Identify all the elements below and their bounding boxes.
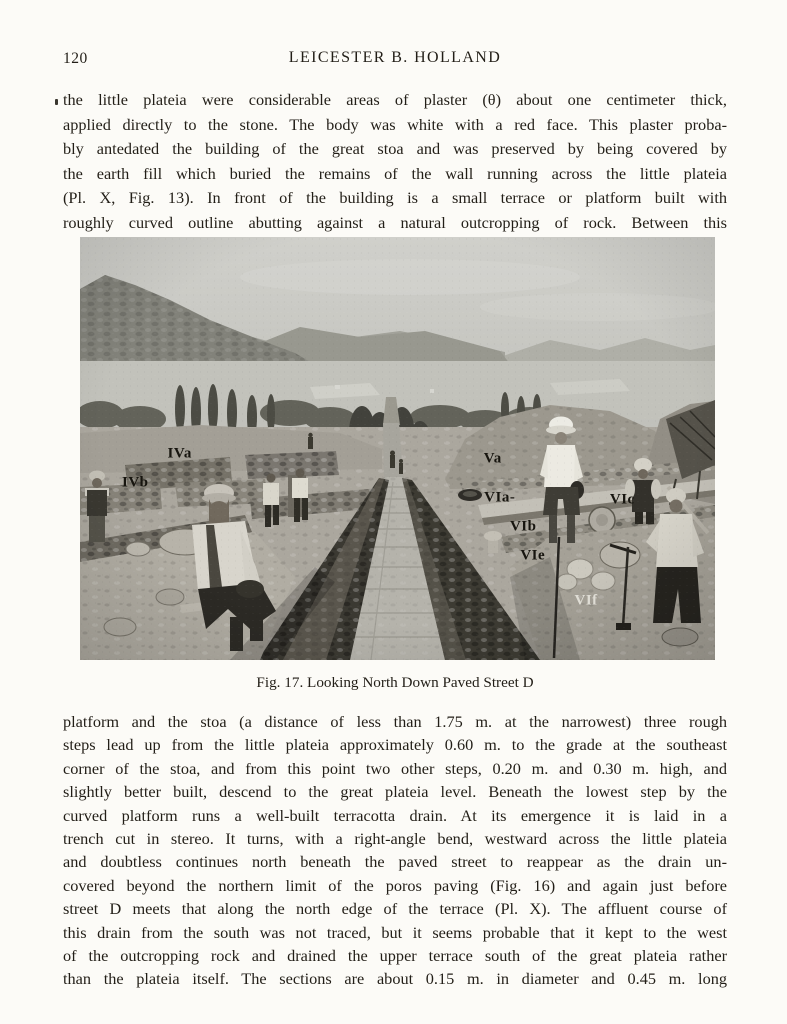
paragraph-line: corner of the stoa, and from this point two other steps, 0.20 m. and 0.30 m. high, and [63,758,727,778]
paragraph-line: slightly better built, descend to the great plateia level. Beneath the lowest step by the [63,782,727,802]
photo-label-ivb: IVb [121,474,149,491]
print-speck [55,99,58,105]
paragraph-line: street D meets that along the north edge of the terrace (Pl. X). The affluent course of [63,899,727,919]
photo-label-vie: VIe [520,547,546,564]
paragraph-line: trench cut in stereo. It turns, with a right-angle bend, westward across the little plateia [63,829,727,849]
running-head: LEICESTER B. HOLLAND [288,49,502,66]
paragraph-line: this drain from the south was not traced, but it seems probable that it kept to the west [63,922,727,942]
page-number: 120 [63,50,88,67]
paragraph-line: the little plateia were considerable areas of plaster (θ) about one centimeter thick, [63,90,727,109]
paragraph-line: of the outcropping rock and drained the upper terrace south of the great plateia rather [63,946,727,966]
photo-label-vic: VIc [609,491,635,508]
photo-label-va: Va [483,450,502,467]
paragraph-top [63,88,727,236]
photo-label-vif: VIf [574,592,598,609]
paragraph-line: the earth fill which buried the remains of the wall running across the little plateia [63,163,727,183]
paragraph-line: platform and the stoa (a distance of less than 1.75 m. at the narrowest) three rough [63,712,727,731]
photo-label-iva: IVa [167,445,192,462]
paragraph-line: steps lead up from the little plateia approximately 0.60 m. to the grade at the southeast [63,735,727,755]
paragraph-line: curved platform runs a well-built terracotta drain. At its emergence it is laid in a [63,805,727,825]
paragraph-line: covered beyond the northern limit of the poros paving (Fig. 16) and again just before [63,875,727,895]
paragraph-line: and doubtless continues north beneath the paved street to reappear as the drain un- [63,852,727,872]
figure-photo [80,237,715,660]
paragraph-line: bly antedated the building of the great stoa and was preserved by being covered by [63,139,727,159]
photo-label-via: VIa- [484,489,516,506]
figure-caption: Fig. 17. Looking North Down Paved Street D [256,674,534,691]
paragraph-line: than the plateia itself. The sections are about 0.15 m. in diameter and 0.45 m. long [63,969,727,989]
photo-label-vib: VIb [509,518,537,535]
paragraph-line: roughly curved outline abutting against a natural outcropping of rock. Between this [63,212,727,232]
paragraph-bottom [63,710,727,991]
paragraph-line: (Pl. X, Fig. 13). In front of the building is a small terrace or platform built with [63,188,727,208]
paragraph-line: applied directly to the stone. The body was white with a red face. This plaster proba- [63,114,727,134]
